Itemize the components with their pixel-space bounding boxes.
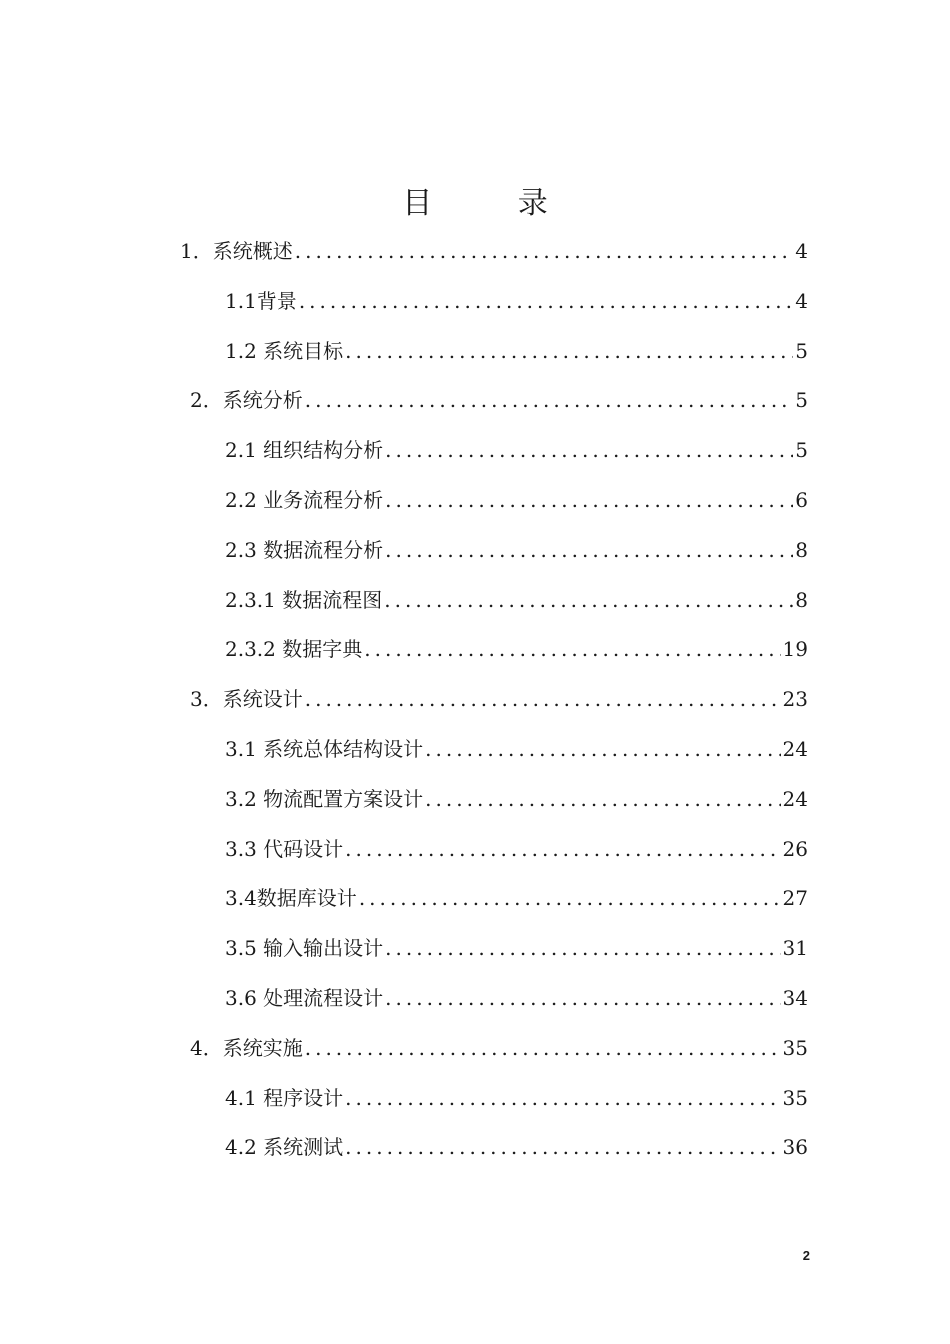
toc-entry[interactable]: [225, 873, 808, 923]
toc-entry[interactable]: [225, 824, 808, 874]
toc-dot-leader: [305, 674, 781, 724]
toc-entry[interactable]: [225, 326, 808, 376]
toc-entry[interactable]: [225, 724, 808, 774]
toc-entry-label: 2.2 业务流程分析: [225, 488, 384, 512]
toc-entry[interactable]: [225, 276, 808, 326]
toc-entry-label: 2.3.2 数据字典: [225, 637, 363, 661]
toc-dot-leader: [385, 525, 793, 575]
toc-entry[interactable]: [225, 575, 808, 625]
toc-dot-leader: [305, 375, 794, 425]
toc-entry-page: 24: [782, 787, 808, 811]
page-number: 2: [802, 1248, 810, 1263]
toc-dot-leader: [385, 425, 793, 475]
toc-entry-page: 4: [795, 289, 808, 313]
toc-entry[interactable]: [190, 1023, 808, 1073]
toc-entry-page: 6: [795, 488, 808, 512]
toc-entry[interactable]: [225, 624, 808, 674]
toc-dot-leader: [345, 326, 793, 376]
toc-entry-label: 3.5 输入输出设计: [225, 936, 384, 960]
toc-entry-page: 5: [795, 339, 808, 363]
toc-entry-page: 27: [782, 886, 808, 910]
toc-entry-page: 35: [782, 1086, 808, 1110]
toc-dot-leader: [295, 226, 794, 276]
toc-entry-label: 2．系统分析: [190, 388, 303, 412]
toc-entry-label: 2.3 数据流程分析: [225, 538, 384, 562]
toc-entry-page: 35: [782, 1036, 808, 1060]
toc-entry-page: 26: [782, 837, 808, 861]
toc-title: 目 录: [402, 186, 586, 221]
toc-entry-page: 8: [795, 538, 808, 562]
toc-entry-page: 5: [795, 438, 808, 462]
toc-entry-label: 4.1 程序设计: [225, 1086, 344, 1110]
toc-entry-label: 1.2 系统目标: [225, 339, 344, 363]
toc-entry[interactable]: [225, 475, 808, 525]
toc-entry-label: 3．系统设计: [190, 687, 303, 711]
toc-entry[interactable]: [225, 1122, 808, 1172]
toc-entry[interactable]: [225, 1073, 808, 1123]
toc-dot-leader: [345, 1073, 780, 1123]
toc-dot-leader: [385, 923, 780, 973]
toc-entry-label: 2.1 组织结构分析: [225, 438, 384, 462]
toc-entry-label: 3.6 处理流程设计: [225, 986, 384, 1010]
toc-entry-page: 31: [782, 936, 808, 960]
toc-dot-leader: [305, 1023, 781, 1073]
toc-dot-leader: [359, 873, 781, 923]
toc-entry-label: 3.4数据库设计: [225, 886, 357, 910]
toc-dot-leader: [425, 724, 780, 774]
toc-dot-leader: [299, 276, 793, 326]
toc-entry-page: 34: [782, 986, 808, 1010]
toc-dot-leader: [425, 774, 780, 824]
toc-entry-label: 3.3 代码设计: [225, 837, 344, 861]
toc-entry-label: 2.3.1 数据流程图: [225, 588, 383, 612]
toc-entry-page: 19: [782, 637, 808, 661]
toc-dot-leader: [385, 475, 793, 525]
toc-entry[interactable]: [225, 973, 808, 1023]
toc-entry[interactable]: [190, 674, 808, 724]
toc-entry[interactable]: [225, 425, 808, 475]
toc-entry[interactable]: [225, 774, 808, 824]
toc-dot-leader: [364, 624, 780, 674]
toc-entry-page: 4: [795, 239, 808, 263]
toc-entry[interactable]: [225, 923, 808, 973]
toc-entry-page: 24: [782, 737, 808, 761]
toc-entry-label: 3.2 物流配置方案设计: [225, 787, 424, 811]
toc-dot-leader: [345, 824, 780, 874]
toc-entry-label: 1．系统概述: [180, 239, 293, 263]
toc-entry-label: 3.1 系统总体结构设计: [225, 737, 424, 761]
toc-entry-page: 5: [795, 388, 808, 412]
toc-entry[interactable]: [180, 226, 808, 276]
toc-entry-label: 4．系统实施: [190, 1036, 303, 1060]
toc-entry[interactable]: [225, 525, 808, 575]
toc-entry-page: 8: [795, 588, 808, 612]
toc-entry[interactable]: [190, 375, 808, 425]
toc-entry-page: 23: [782, 687, 808, 711]
toc-dot-leader: [384, 575, 793, 625]
toc-entry-label: 4.2 系统测试: [225, 1135, 344, 1159]
toc-dot-leader: [345, 1122, 780, 1172]
toc-entry-label: 1.1背景: [225, 289, 297, 313]
toc-entry-page: 36: [782, 1135, 808, 1159]
toc-dot-leader: [385, 973, 780, 1023]
